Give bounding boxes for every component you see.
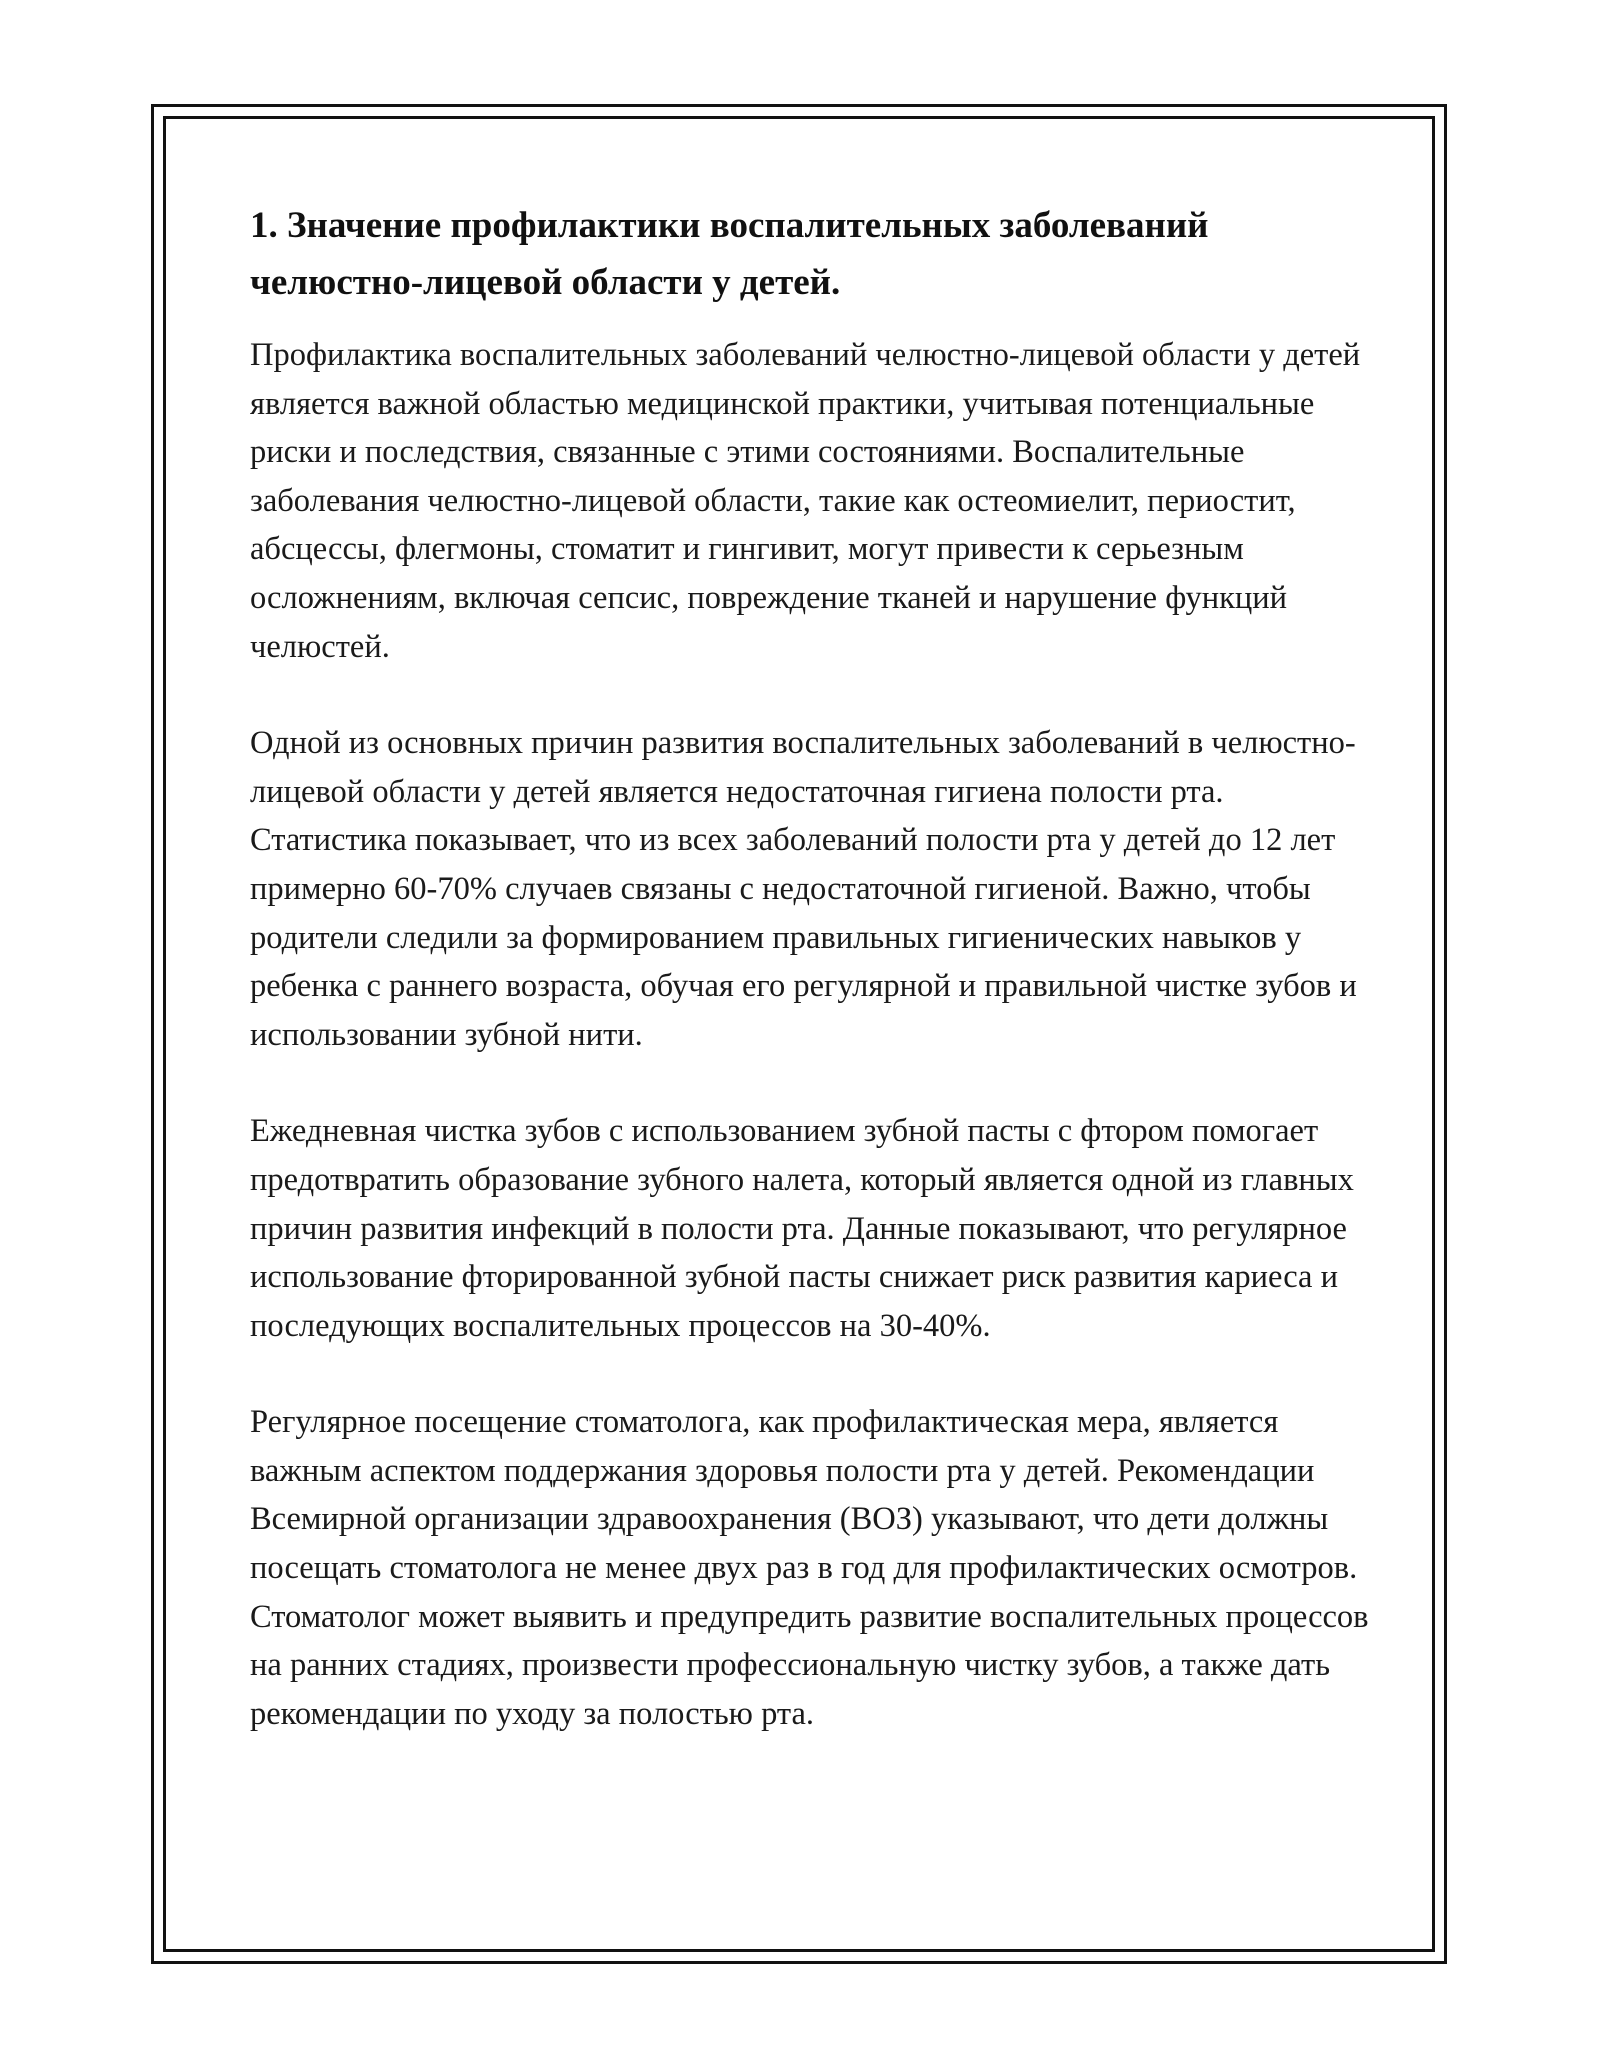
paragraph-3: Ежедневная чистка зубов с использованием зубной пасты с фтором помогает предотвратить образование зубного налета, который является одной из главных причин развития инфекций в полости рта. Данные показывают, что регулярное использование фторированной зубной пасты снижает риск развития кариеса и последующих воспалительных процессов на 30-40%. bbox=[250, 1113, 1354, 1344]
page-border-outer bbox=[151, 104, 1447, 1964]
paragraph-1: Профилактика воспалительных заболеваний челюстно-лицевой области у детей является важной областью медицинской практики, учитывая потенциальные риски и последствия, связанные с этими состояниями. Воспалительные заболевания челюстно-лицевой области, такие как остеомиелит, периостит, абсцессы, флегмоны, стоматит и гингивит, могут привести к серьезным осложнениям, включая сепсис, повреждение тканей и нарушение функций челюстей. bbox=[250, 337, 1361, 665]
page-border-inner bbox=[163, 116, 1435, 1952]
paragraph-4: Регулярное посещение стоматолога, как профилактическая мера, является важным аспектом поддержания здоровья полости рта у детей. Рекомендации Всемирной организации здравоохранения (ВОЗ) указывают, что дети должны посещать стоматолога не менее двух раз в год для профилактических осмотров. Стоматолог может выявить и предупредить развитие воспалительных процессов на ранних стадиях, произвести профессиональную чистку зубов, а также дать рекомендации по уходу за полостью рта. bbox=[250, 1404, 1369, 1732]
document-body bbox=[250, 197, 1370, 1738]
paragraph-2: Одной из основных причин развития воспалительных заболеваний в челюстно-лицевой области у детей является недостаточная гигиена полости рта. Статистика показывает, что из всех заболеваний полости рта у детей до 12 лет примерно 60-70% случаев связаны с недостаточной гигиеной. Важно, чтобы родители следили за формированием правильных гигиенических навыков у ребенка с раннего возраста, обучая его регулярной и правильной чистке зубов и использовании зубной нити. bbox=[250, 725, 1357, 1053]
section-heading: 1. Значение профилактики воспалительных заболеваний челюстно-лицевой области у детей. bbox=[250, 205, 1209, 303]
